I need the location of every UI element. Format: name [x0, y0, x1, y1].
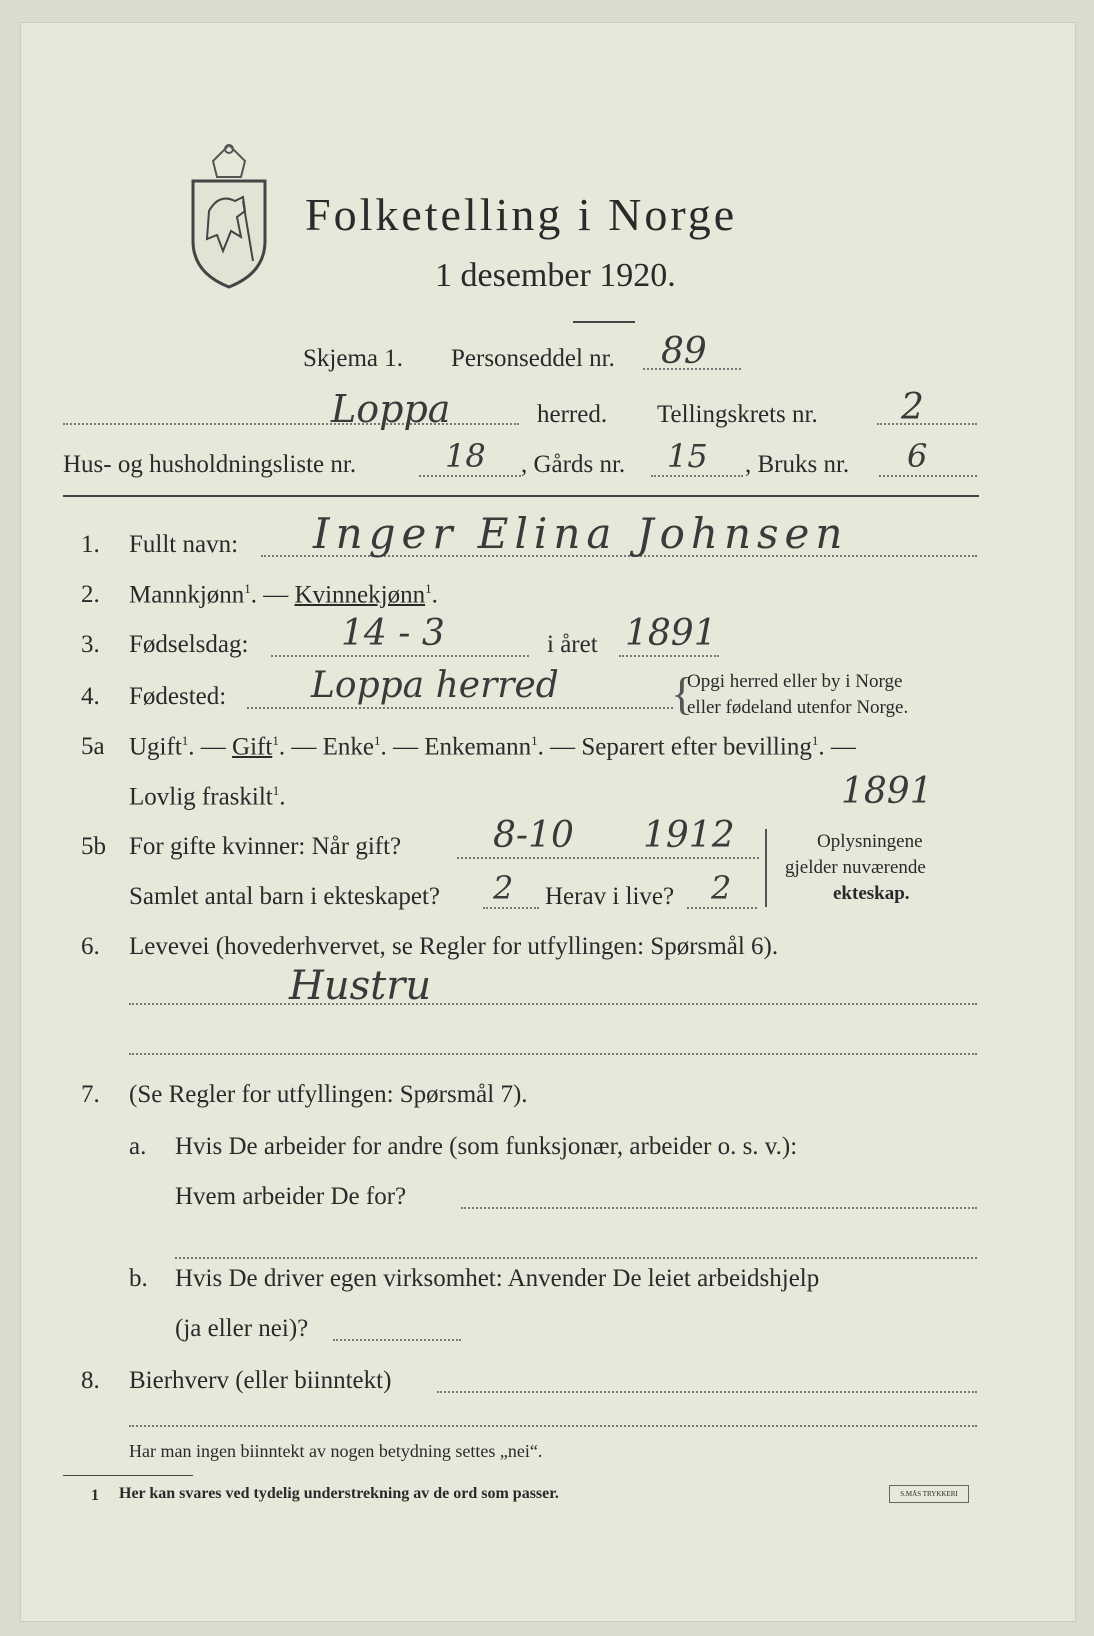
q7-label: (Se Regler for utfyllingen: Spørsmål 7).: [129, 1081, 528, 1108]
q5b-bracket: [765, 829, 770, 907]
q5b-when-year: 1912: [643, 815, 735, 856]
q1-value: Inger Elina Johnsen: [313, 509, 849, 558]
q5b-alive-line: [687, 907, 757, 909]
q8-label: Bierhverv (eller biinntekt): [129, 1367, 392, 1394]
q8-line-1: [437, 1391, 977, 1393]
q3-year-line: [619, 655, 719, 657]
printer-stamp: S.MÅS TRYKKERI: [889, 1485, 969, 1503]
q7a-number: a.: [129, 1133, 147, 1160]
bruks-line: [879, 475, 977, 477]
q2-female: Kvinnekjønn: [294, 581, 426, 609]
q3-year-label: i året: [547, 631, 598, 658]
q3-label: Fødselsdag:: [129, 631, 249, 658]
q8-number: 8.: [81, 1367, 100, 1394]
q4-label: Fødested:: [129, 683, 227, 710]
herred-line: [63, 423, 519, 425]
q2-text: Mannkjønn$^1$. — Kvinnekjønn$^1$.: [129, 581, 438, 609]
gards-value: 15: [667, 437, 708, 475]
bruks-value: 6: [907, 437, 928, 475]
q5a-number: 5a: [81, 733, 105, 760]
q6-line-1: [129, 1003, 977, 1005]
q3-year-value: 1891: [625, 613, 717, 654]
q5b-note-3: ekteskap.: [833, 883, 910, 904]
q5b-label: For gifte kvinner: Når gift?: [129, 833, 402, 860]
q5b-when-line: [457, 857, 759, 859]
hus-label: Hus- og husholdningsliste nr.: [63, 451, 357, 478]
q7b-line-1: Hvis De driver egen virksomhet: Anvender De leiet arbeidshjelp: [175, 1265, 820, 1292]
hus-line: [419, 475, 521, 477]
norwegian-lion-crest-icon: [183, 141, 275, 291]
q5a-options: Ugift$^1$. — Gift$^1$. — Enke$^1$. — Enkemann$^1$. — Separert efter bevilling$^1$. —: [129, 733, 856, 761]
q4-note-2: eller fødeland utenfor Norge.: [687, 697, 909, 718]
census-date: 1 desember 1920.: [435, 257, 676, 294]
q5a-fraskilt: Lovlig fraskilt$^1$.: [129, 783, 286, 811]
q4-line: [247, 707, 673, 709]
q3-day-line: [271, 655, 529, 657]
q5b-alive-value: 2: [711, 869, 732, 907]
q5a-enkemann: Enkemann: [424, 733, 532, 761]
q3-value: 14 - 3: [341, 613, 445, 654]
q1-label: Fullt navn:: [129, 531, 239, 558]
q5b-children-line: [483, 907, 539, 909]
q5b-children-label: Samlet antal barn i ekteskapet?: [129, 883, 440, 910]
schema-label: Skjema 1.: [303, 345, 403, 372]
hus-value: 18: [445, 437, 486, 475]
q4-note-1: Opgi herred eller by i Norge: [687, 671, 903, 692]
gards-label: , Gårds nr.: [521, 451, 626, 478]
q5a-gift: Gift: [232, 733, 273, 761]
q7b-number: b.: [129, 1265, 148, 1292]
q5a-ugift: Ugift: [129, 733, 182, 761]
q2-male: Mannkjønn: [129, 581, 245, 609]
q7a-answer-line-2: [175, 1257, 977, 1259]
header-rule: [63, 495, 979, 497]
tellingskrets-value: 2: [901, 387, 924, 428]
title-divider: [573, 321, 635, 323]
q4-number: 4.: [81, 683, 100, 710]
tellingskrets-label: Tellingskrets nr.: [657, 401, 818, 428]
footnote-mark: 1: [91, 1487, 99, 1504]
gards-line: [651, 475, 743, 477]
q5b-note-1: Oplysningene: [817, 831, 923, 852]
footnote-rule: [63, 1475, 193, 1476]
q7b-line-2: (ja eller nei)?: [175, 1315, 309, 1342]
q1-number: 1.: [81, 531, 100, 558]
personseddel-value: 89: [661, 331, 707, 372]
q7b-answer-line: [333, 1339, 461, 1341]
herred-value: Loppa: [331, 387, 451, 431]
q5b-number: 5b: [81, 833, 106, 860]
q5a-separert: Separert efter bevilling: [581, 733, 812, 761]
q5b-when-day: 8-10: [493, 815, 574, 856]
q5b-children-value: 2: [493, 869, 514, 907]
q8-line-2: [129, 1425, 977, 1427]
q7a-line-2: Hvem arbeider De for?: [175, 1183, 407, 1210]
tellingskrets-line: [877, 423, 977, 425]
q4-brace: {: [671, 668, 694, 719]
herred-label: herred.: [537, 401, 608, 428]
q6-number: 6.: [81, 933, 100, 960]
bruks-label: , Bruks nr.: [745, 451, 850, 478]
q5a-margin-note: 1891: [841, 771, 933, 812]
q6-line-2: [129, 1053, 977, 1055]
q5b-alive-label: Herav i live?: [545, 883, 675, 910]
q5a-enke: Enke: [322, 733, 374, 761]
form-title: Folketelling i Norge: [305, 189, 738, 240]
q2-number: 2.: [81, 581, 100, 608]
q5b-note-2: gjelder nuværende: [785, 857, 926, 878]
q6-label: Levevei (hovederhvervet, se Regler for utfyllingen: Spørsmål 6).: [129, 933, 779, 960]
q3-number: 3.: [81, 631, 100, 658]
biinntekt-note: Har man ingen biinntekt av nogen betydning settes „nei“.: [129, 1441, 543, 1461]
footnote-text: Her kan svares ved tydelig understrekning av de ord som passer.: [119, 1485, 559, 1502]
q7a-line-1: Hvis De arbeider for andre (som funksjonær, arbeider o. s. v.):: [175, 1133, 798, 1160]
personseddel-label: Personseddel nr.: [451, 345, 615, 372]
q6-value: Hustru: [289, 963, 432, 1009]
q4-value: Loppa herred: [311, 665, 559, 706]
census-form-page: [20, 22, 1076, 1622]
q7a-answer-line-1: [461, 1207, 977, 1209]
q7-number: 7.: [81, 1081, 100, 1108]
